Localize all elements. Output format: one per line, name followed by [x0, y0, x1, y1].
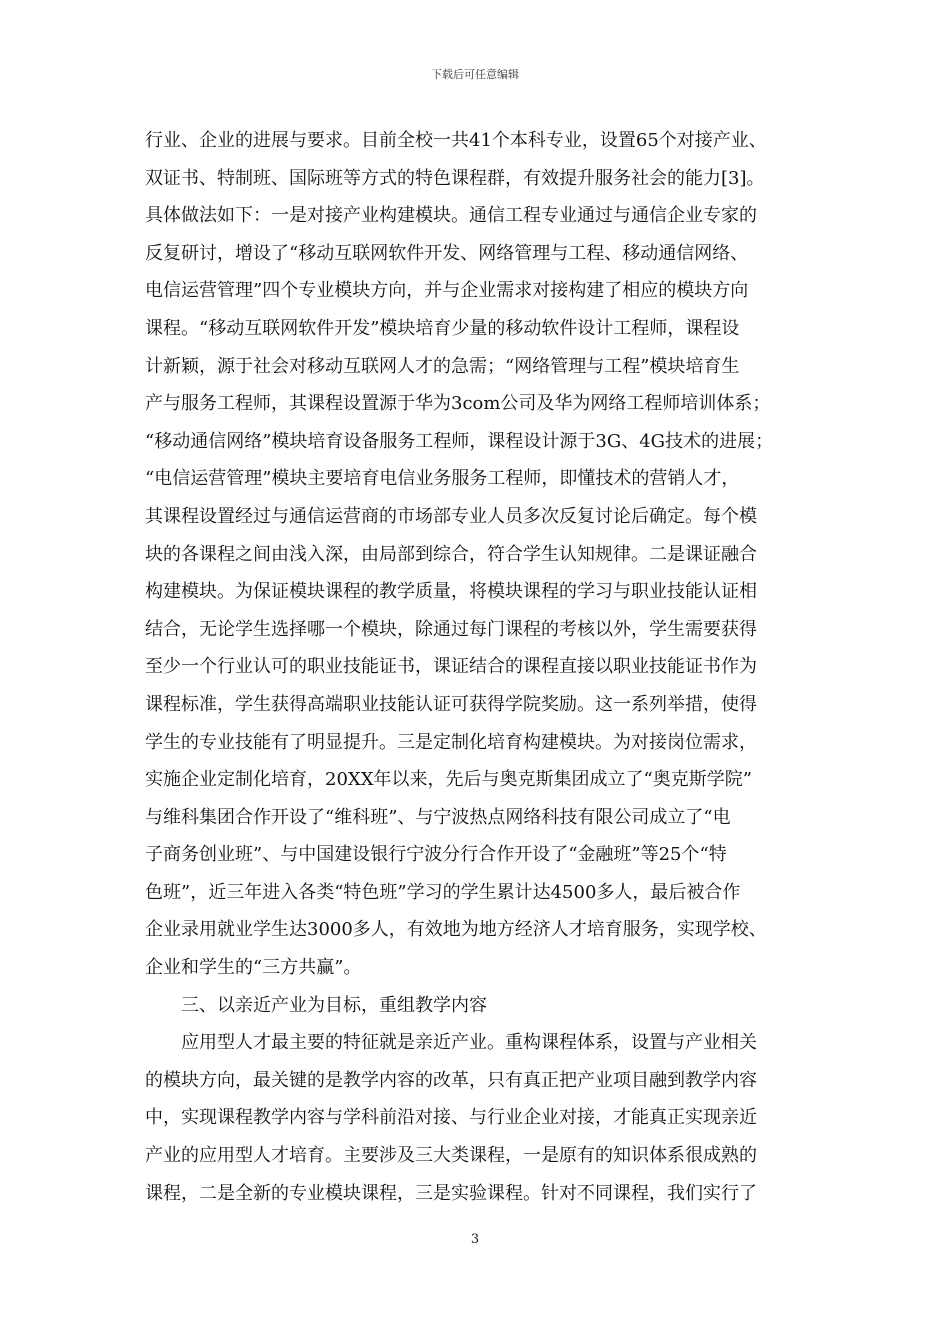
body-line: 电信运营管理”四个专业模块方向，并与企业需求对接构建了相应的模块方向 — [145, 280, 749, 302]
body-line: 其课程设置经过与通信运营商的市场部专业人员多次反复讨论后确定。每个模 — [145, 505, 757, 527]
body-line: 子商务创业班”、与中国建设银行宁波分行合作开设了“金融班”等25个“特 — [145, 844, 727, 866]
body-line: 具体做法如下：一是对接产业构建模块。通信工程专业通过与通信企业专家的 — [145, 205, 757, 227]
body-line: 行业、企业的进展与要求。目前全校一共41个本科专业，设置65个对接产业、 — [145, 130, 767, 151]
document-body — [145, 122, 810, 1212]
body-line: 与维科集团合作开设了“维科班”、与宁波热点网络科技有限公司成立了“电 — [145, 806, 731, 828]
section-line: 的模块方向，最关键的是教学内容的改革，只有真正把产业项目融到教学内容 — [145, 1069, 757, 1091]
page-number: 3 — [470, 1232, 480, 1247]
body-line: 计新颖，源于社会对移动互联网人才的急需；“网络管理与工程”模块培育生 — [145, 355, 740, 377]
section-line: 产业的应用型人才培育。主要涉及三大类课程，一是原有的知识体系很成熟的 — [145, 1145, 757, 1167]
body-line: 课程。“移动互联网软件开发”模块培育少量的移动软件设计工程师，课程设 — [145, 317, 740, 339]
page-header: 下载后可任意编辑 — [431, 68, 519, 81]
body-line: 企业录用就业学生达3000多人，有效地为地方经济人才培育服务，实现学校、 — [145, 919, 767, 941]
section-line: 应用型人才最主要的特征就是亲近产业。重构课程体系，设置与产业相关 — [181, 1032, 757, 1054]
body-line: 至少一个行业认可的职业技能证书，课证结合的课程直接以职业技能证书作为 — [145, 656, 757, 678]
section-line: 课程，二是全新的专业模块课程，三是实验课程。针对不同课程，我们实行了 — [145, 1182, 757, 1204]
body-line: 双证书、特制班、国际班等方式的特色课程群，有效提升服务社会的能力[3]。 — [145, 167, 765, 189]
body-line: “电信运营管理”模块主要培育电信业务服务工程师，即懂技术的营销人才， — [145, 468, 740, 490]
body-line: 实施企业定制化培育，20XX年以来，先后与奥克斯集团成立了“奥克斯学院” — [145, 769, 752, 791]
body-line: “移动通信网络”模块培育设备服务工程师，课程设计源于3G、4G技术的进展； — [145, 430, 774, 452]
body-line: 块的各课程之间由浅入深，由局部到综合，符合学生认知规律。二是课证融合 — [145, 543, 757, 565]
body-line: 课程标准，学生获得高端职业技能认证可获得学院奖励。这一系列举措，使得 — [145, 693, 757, 715]
body-line: 企业和学生的“三方共赢”。 — [145, 957, 362, 979]
body-line: 色班”，近三年进入各类“特色班”学习的学生累计达4500多人，最后被合作 — [145, 881, 741, 903]
body-line: 反复研讨，增设了“移动互联网软件开发、网络管理与工程、移动通信网络、 — [145, 242, 749, 264]
body-line: 结合，无论学生选择哪一个模块，除通过每门课程的考核以外，学生需要获得 — [145, 618, 757, 640]
body-line: 构建模块。为保证模块课程的教学质量，将模块课程的学习与职业技能认证相 — [145, 581, 757, 603]
body-line: 产与服务工程师，其课程设置源于华为3com公司及华为网络工程师培训体系； — [145, 393, 771, 415]
section-line: 中，实现课程教学内容与学科前沿对接、与行业企业对接，才能真正实现亲近 — [145, 1107, 757, 1129]
body-line: 学生的专业技能有了明显提升。三是定制化培育构建模块。为对接岗位需求， — [145, 731, 757, 753]
section-heading: 三、以亲近产业为目标，重组教学内容 — [181, 994, 487, 1016]
